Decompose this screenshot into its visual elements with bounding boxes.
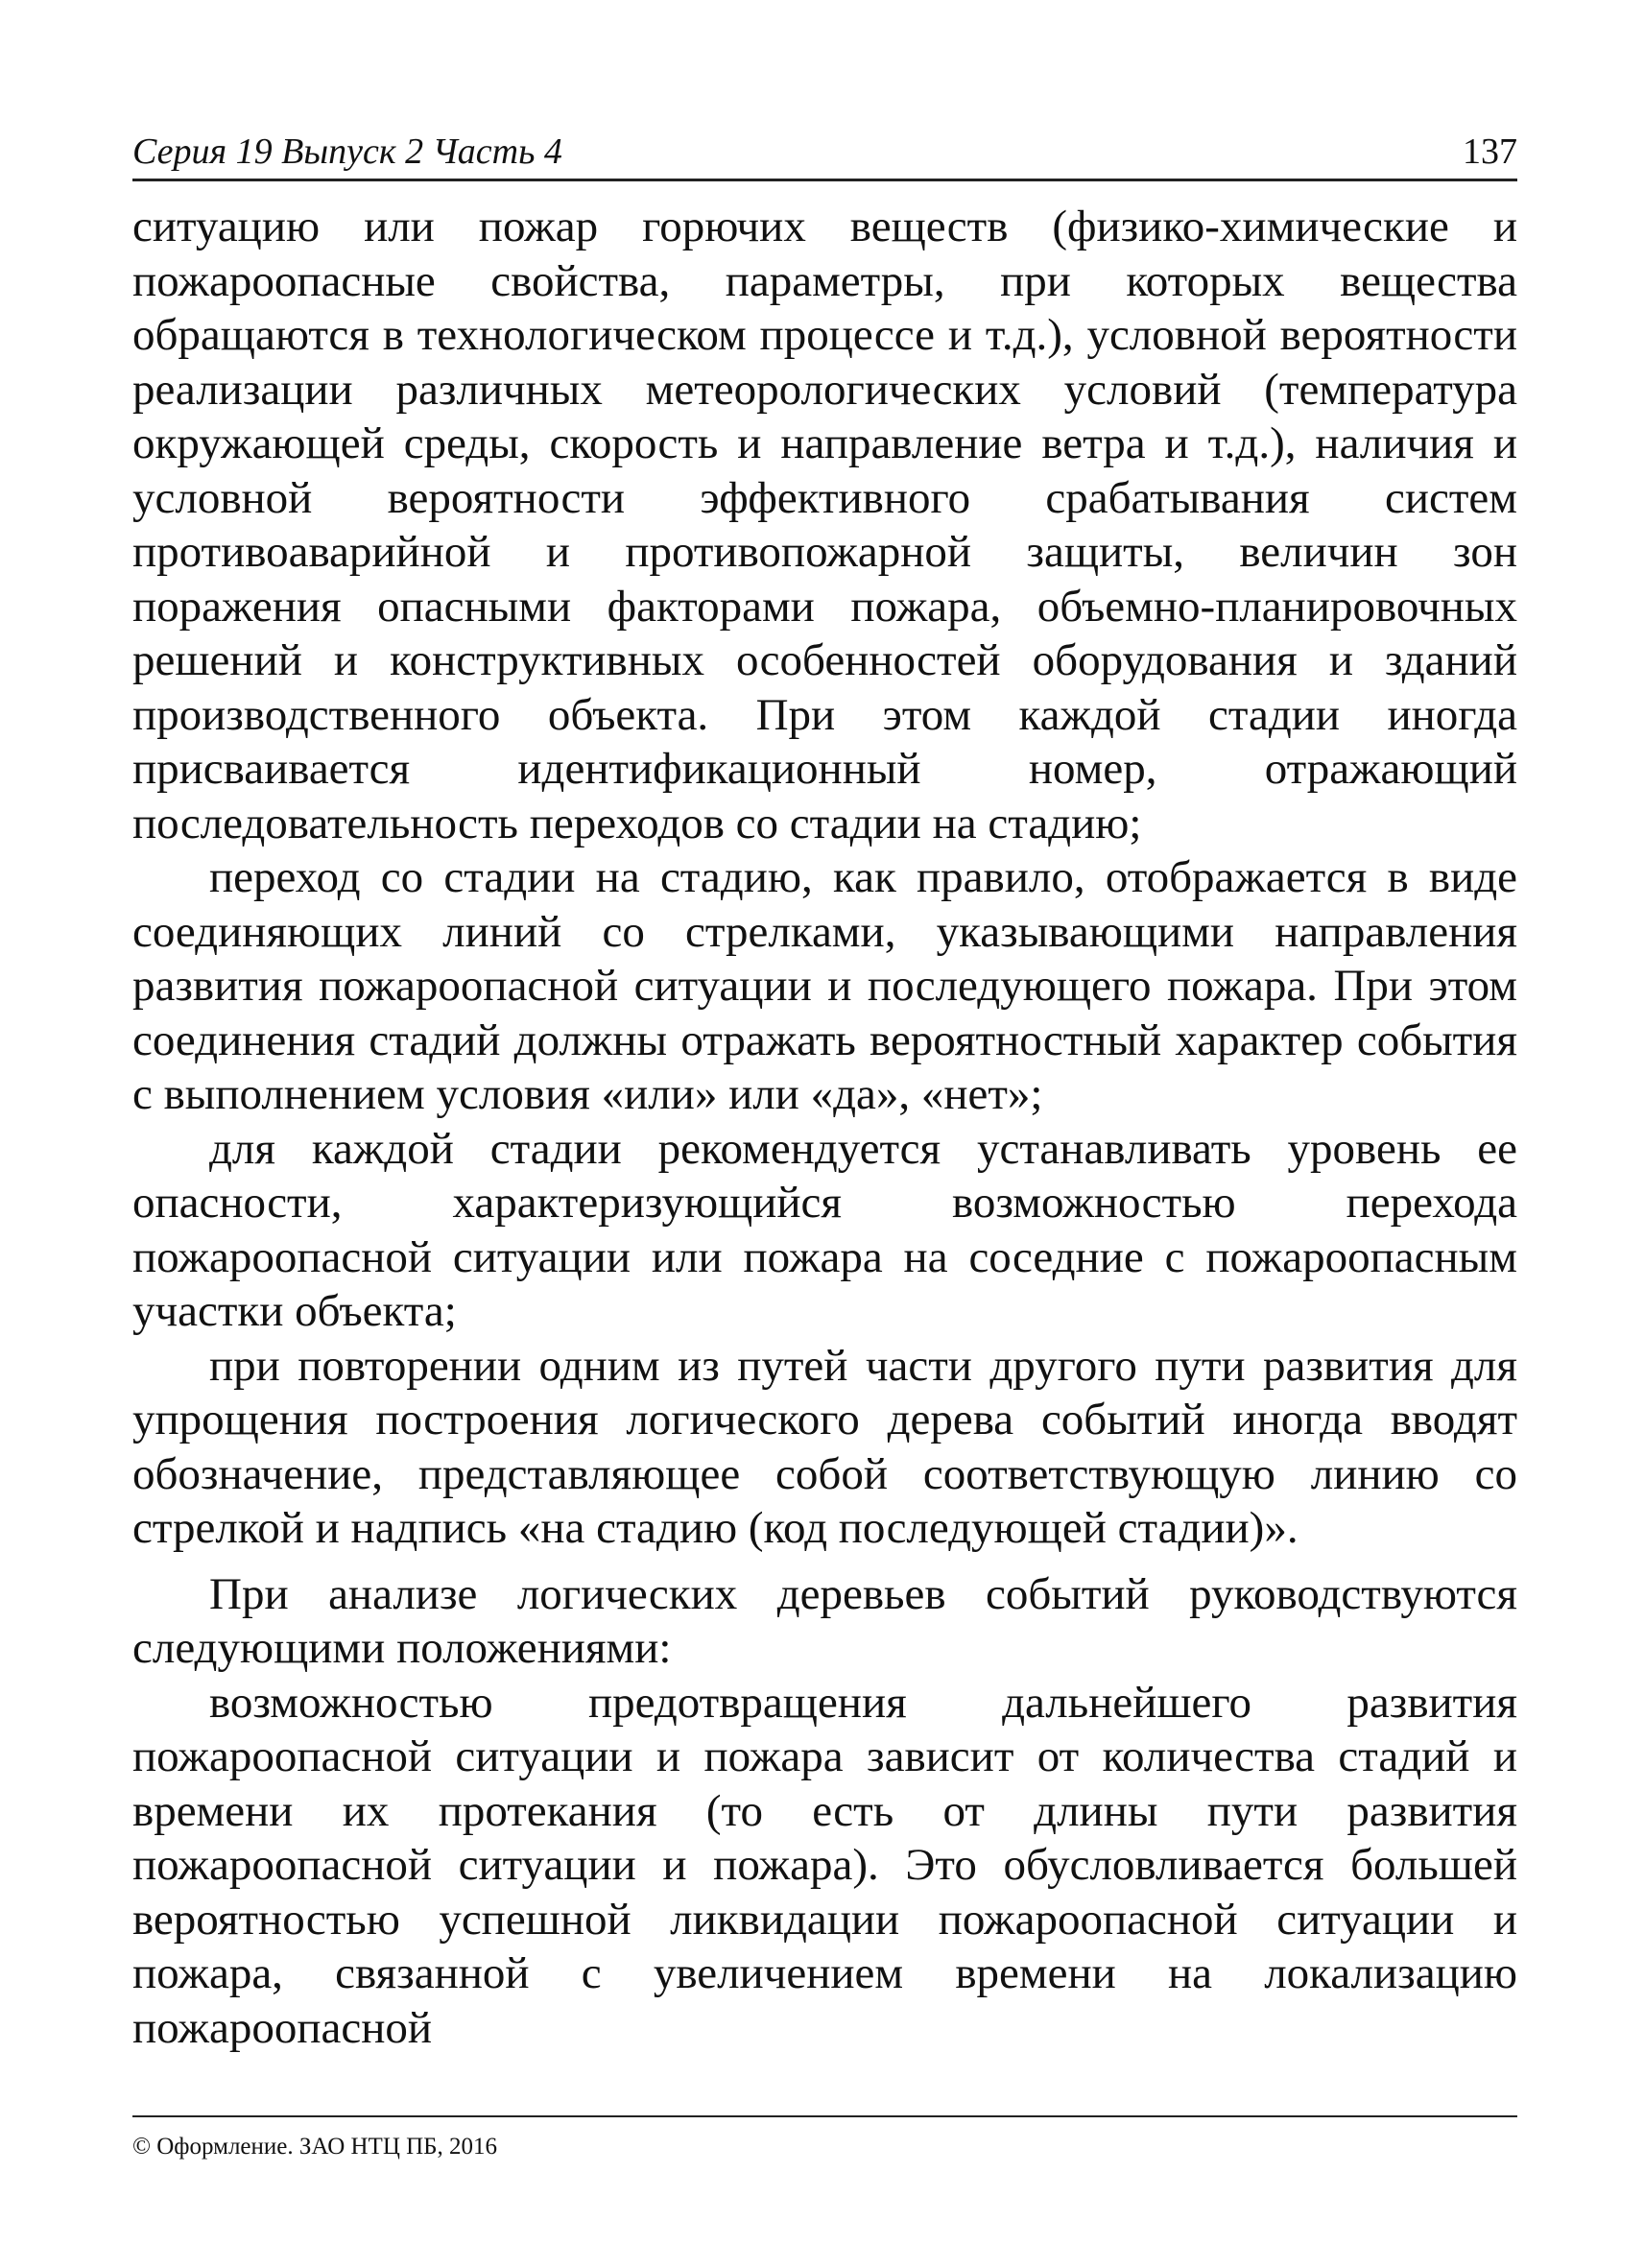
paragraph-continued: ситуацию или пожар горючих веществ (физико-химические и пожароопасные свойства, параметры, при которых вещества обращаются в технологическом процессе и т.д.), условной вероятности реализации различных метеорологических условий (температура окружающей среды, скорость и направление ветра и т.д.), наличия и условной вероятности эффективного срабатывания систем противоаварийной и противопожарной защиты, величин зон поражения опасными факторами пожара, объемно-планировочных решений и конструктивных особенностей оборудования и зданий производственного объекта. При этом каждой стадии иногда присваивается идентификационный номер, отражающий последовательность переходов со стадии на стадию; — [132, 202, 1517, 848]
paragraph-danger-level: для каждой стадии рекомендуется устанавливать уровень ее опасности, характеризующийся возможностью перехода пожароопасной ситуации или пожара на соседние с пожароопасным участки объекта; — [132, 1123, 1517, 1336]
footer-divider — [132, 2115, 1517, 2117]
paragraph-path-repetition: при повторении одним из путей части другого пути развития для упрощения построения логического дерева событий иногда вводят обозначение, представляющее собой соответствующую линию со стрелкой и надпись «на стадию (код последующей стадии)». — [132, 1340, 1517, 1553]
paragraph-prevention: возможностью предотвращения дальнейшего развития пожароопасной ситуации и пожара зависит от количества стадий и времени их протекания (то есть от длины пути развития пожароопасной ситуации и пожара). Это обусловливается большей вероятностью успешной ликвидации пожароопасной ситуации и пожара, связанной с увеличением времени на локализацию пожароопасной — [132, 1677, 1517, 2053]
copyright-notice: © Оформление. ЗАО НТЦ ПБ, 2016 — [132, 2134, 498, 2160]
header-divider — [132, 179, 1517, 181]
page-number: 137 — [1463, 131, 1517, 172]
series-title: Серия 19 Выпуск 2 Часть 4 — [132, 131, 562, 172]
running-header — [132, 123, 1517, 180]
paragraph-transitions: переход со стадии на стадию, как правило, отображается в виде соединяющих линий со стрелками, указывающими направления развития пожароопасной ситуации и последующего пожара. При этом соединения стадий должны отражать вероятностный характер события с выполнением условия «или» или «да», «нет»; — [132, 852, 1517, 1119]
body-text — [132, 200, 1517, 2055]
paragraph-analysis-intro: При анализе логических деревьев событий руководствуются следующими положениями: — [132, 1568, 1517, 1673]
